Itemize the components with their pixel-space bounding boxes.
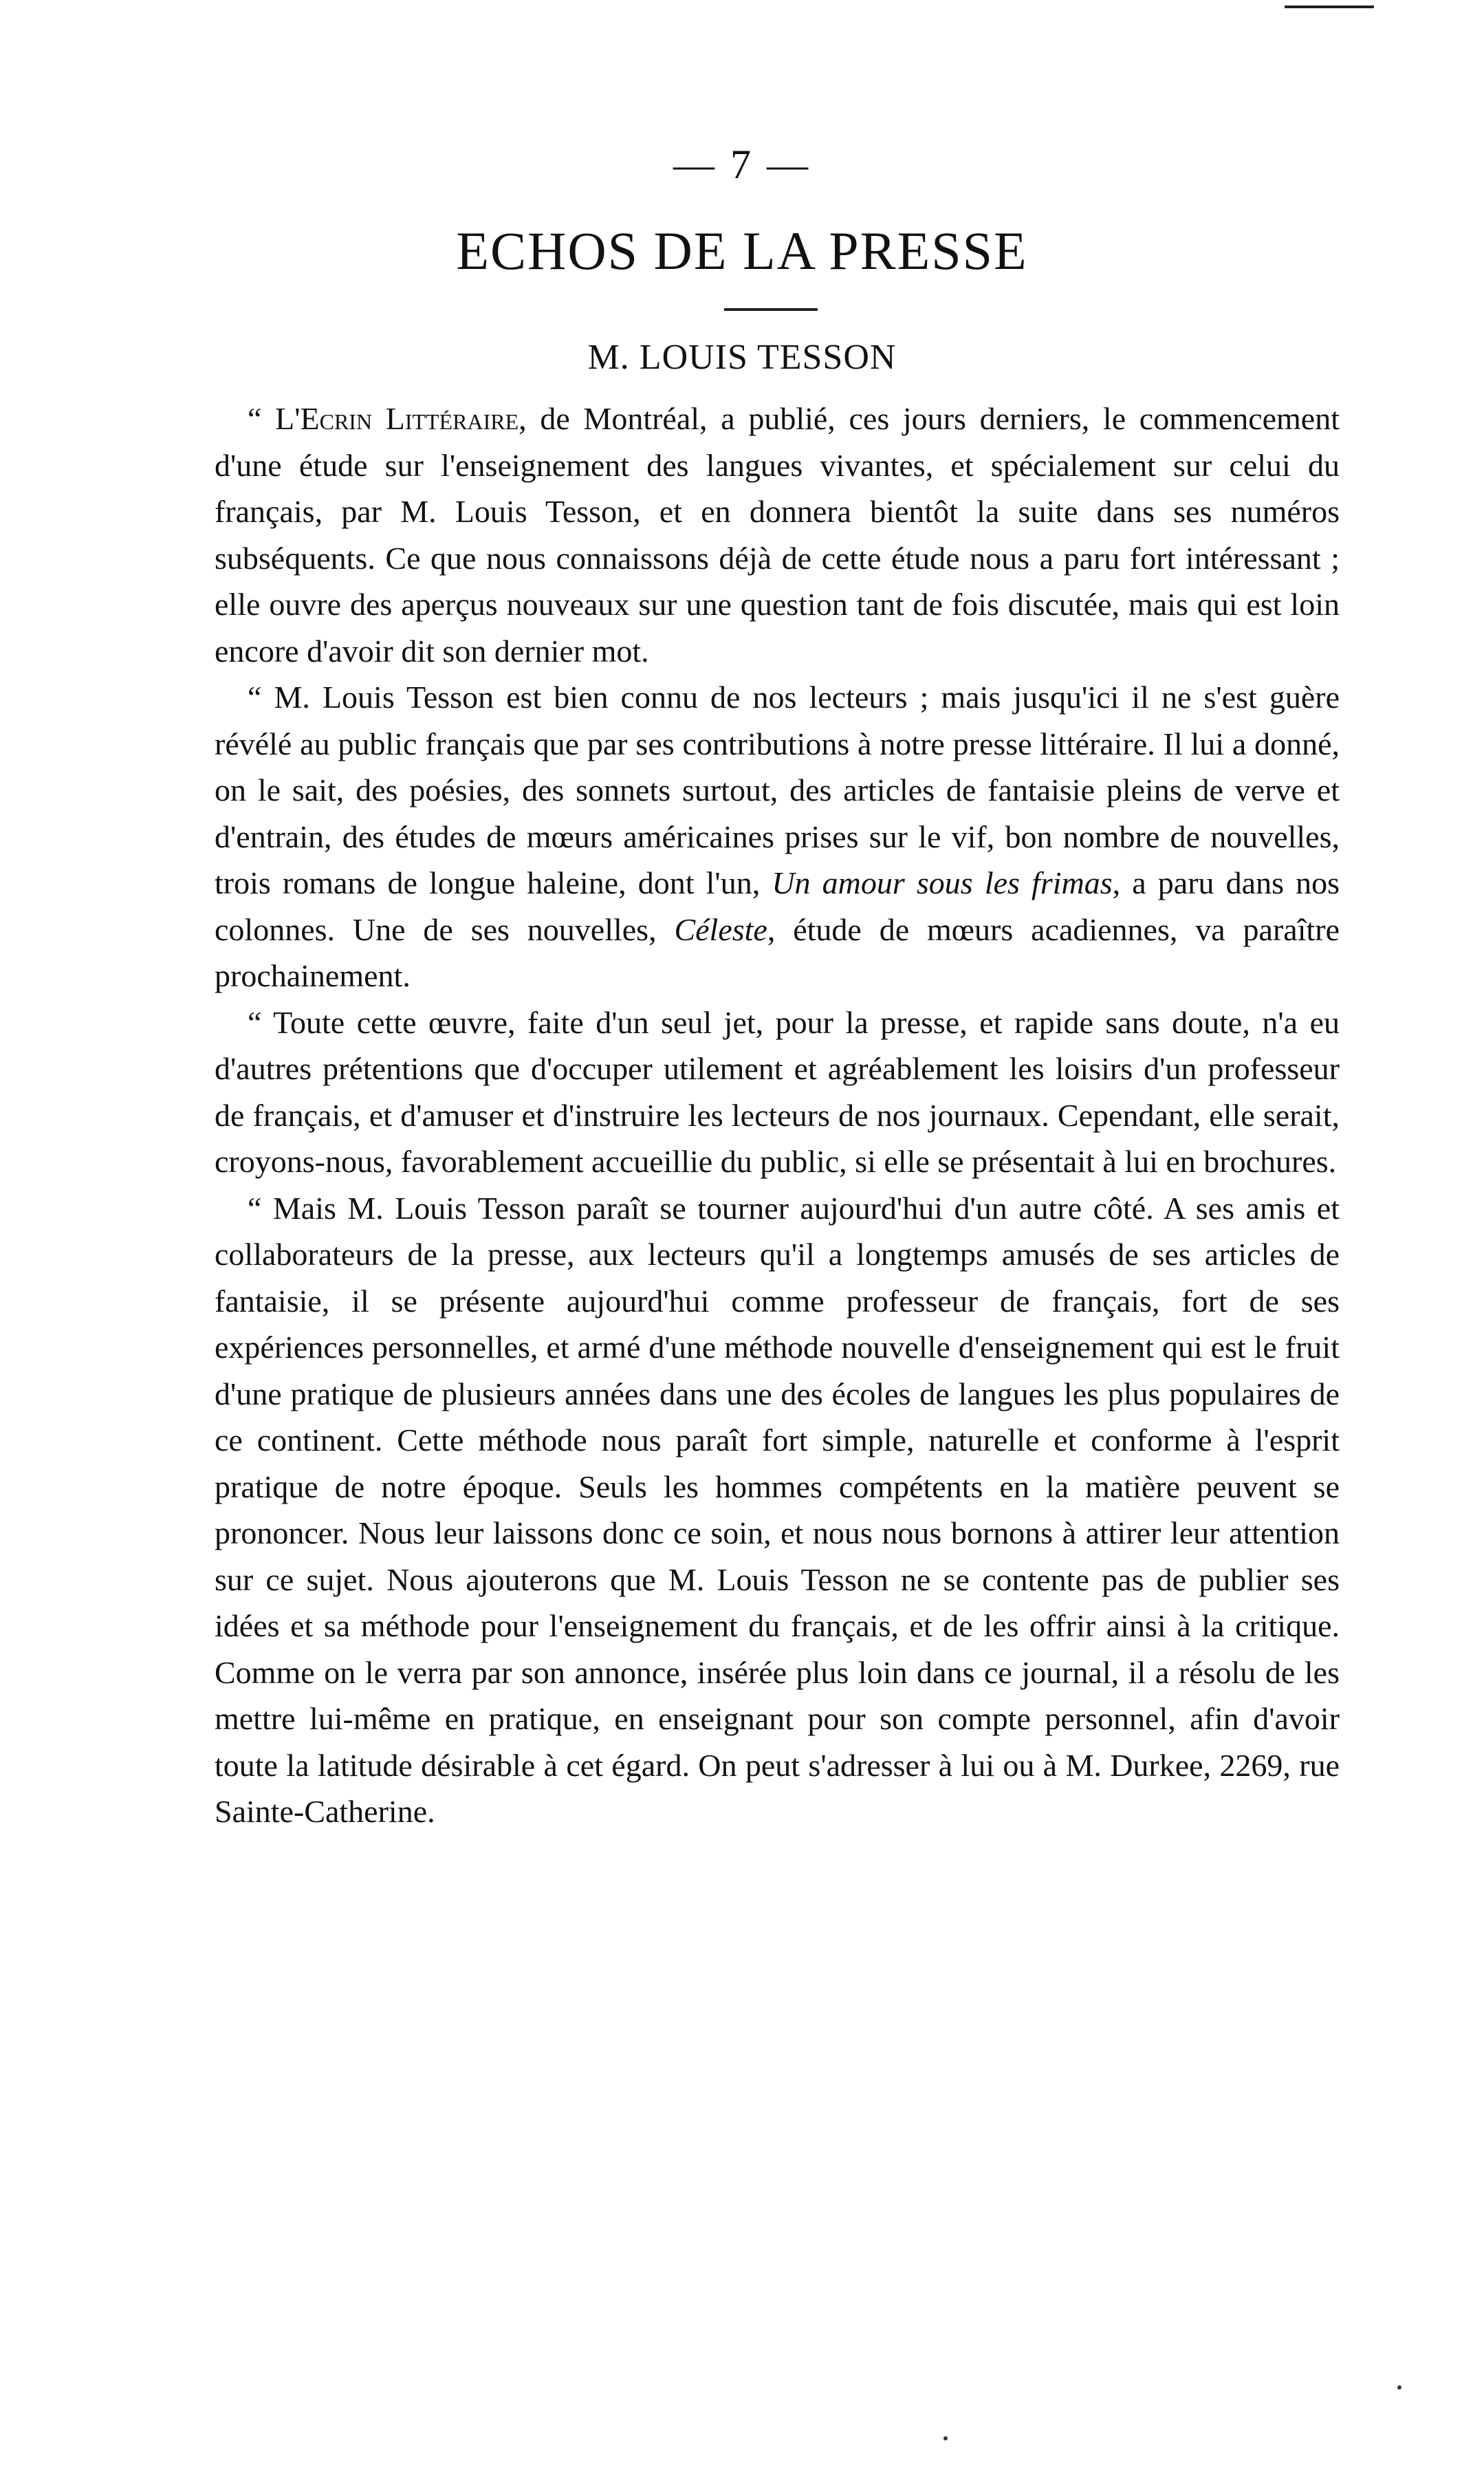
article-subheading: M. LOUIS TESSON bbox=[587, 338, 897, 377]
section-heading: ECHOS DE LA PRESSE bbox=[456, 221, 1028, 281]
paragraph-text: “ Mais M. Louis Tesson paraît se tourner aujourd'hui d'un autre côté. A ses amis et collaborateurs de la presse, aux lecteurs qu'il a longtemps amusés de ses articles de fantaisie, il se présente aujourd'hui comme professeur de français, fort de ses expériences personnelles, et armé d'une méthode nouvelle d'enseignement qui est le fruit d'une pratique de plusieurs années dans une des écoles de langues les plus populaires de ce continent. Cette méthode nous paraît fort simple, naturelle et conforme à l'esprit pratique de notre époque. Seuls les hommes compétents en la matière peuvent se prononcer. Nous leur laissons donc ce soin, et nous nous bornons à attirer leur attention sur ce sujet. Nous ajouterons que M. Louis Tesson ne se contente pas de publier ses idées et sa méthode pour l'enseignement du français, et de les offrir ainsi à la critique. Comme on le verra par son annonce, insérée plus loin dans ce journal, il a résolu de les mettre lui-même en pratique, en enseignant pour son compte personnel, afin d'avoir toute la latitude désirable à cet égard. On peut s'adresser à lui ou à M. Durkee, 2269, rue Sainte-Catherine. bbox=[215, 1190, 1340, 1829]
paragraph-text: , a paru dans nos colonnes. Une de ses nouvelles, bbox=[215, 865, 1340, 947]
stray-mark bbox=[1397, 2385, 1401, 2390]
italic-title: Céleste bbox=[674, 911, 767, 947]
paragraph-text: “ M. Louis Tesson est bien connu de nos lecteurs ; mais jusqu'ici il ne s'est guère révélé au public français que par ses contributions à notre presse littéraire. Il lui a donné, on le sait, des poésies, des sonnets surtout, des articles de fantaisie pleins de verve et d'entrain, des études de mœurs américaines prises sur le vif, bon nombre de nouvelles, trois romans de longue haleine, dont l'un, bbox=[215, 680, 1340, 900]
paragraph-text: , étude de mœurs acadiennes, va paraître prochainement. bbox=[215, 911, 1340, 993]
paragraph-text: , de Montréal, a publié, ces jours derniers, le commencement d'une étude sur l'enseignement des langues vivantes, et spécialement sur celui du français, par M. Louis Tesson, et en donnera bientôt la suite dans ses numéros subséquents. Ce que nous connaissons déjà de cette étude nous a paru fort intéressant ; elle ouvre des aperçus nouveaux sur une question tant de fois discutée, mais qui est loin encore d'avoir dit son dernier mot. bbox=[215, 401, 1340, 669]
italic-title: Un amour sous les frimas bbox=[772, 865, 1113, 900]
stray-mark bbox=[943, 2436, 948, 2440]
article-paragraph bbox=[215, 1185, 1340, 1835]
heading-divider bbox=[724, 308, 818, 311]
paragraph-text: “ Toute cette œuvre, faite d'un seul jet, pour la presse, et rapide sans doute, n'a eu d'autres prétentions que d'occuper utilement et agréablement les loisirs d'un professeur de français, et d'amuser et d'instruire les lecteurs de nos journaux. Cependant, elle serait, croyons-nous, favorablement accueillie du public, si elle se présentait à lui en brochures. bbox=[215, 1004, 1340, 1179]
article-body bbox=[215, 396, 1340, 1835]
small-caps-title: L'Ecrin Littéraire bbox=[275, 401, 519, 436]
article-paragraph bbox=[215, 674, 1340, 999]
corner-rule bbox=[1285, 6, 1374, 8]
paragraph-text: “ bbox=[248, 401, 276, 436]
article-paragraph bbox=[215, 999, 1340, 1185]
page-number: — 7 — bbox=[673, 142, 811, 187]
article-paragraph bbox=[215, 396, 1340, 674]
